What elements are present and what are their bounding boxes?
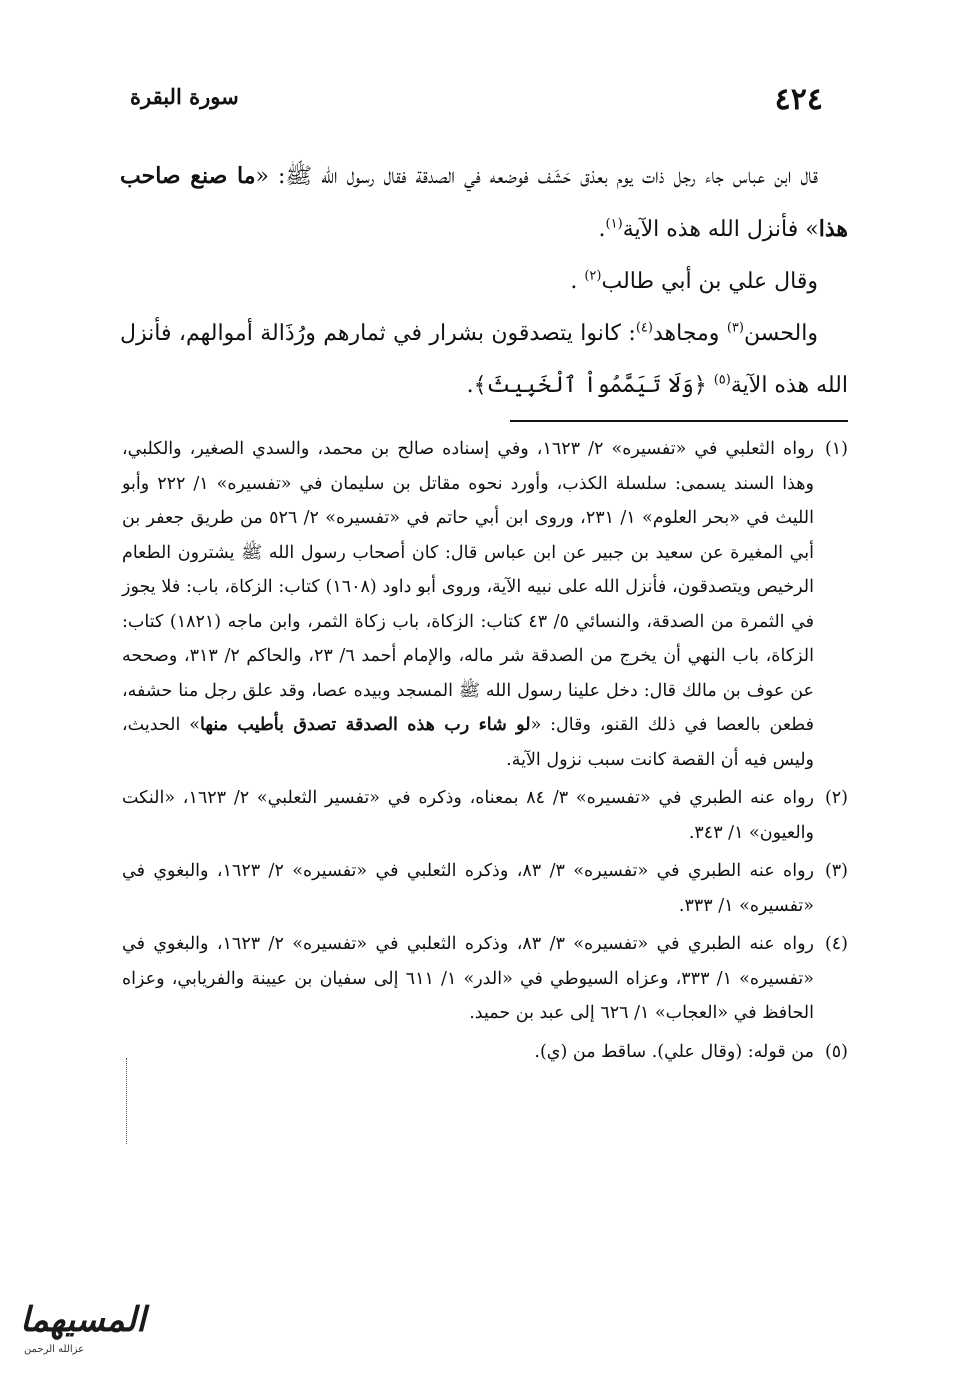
- page-number: ٤٢٤: [774, 82, 823, 117]
- footnote-ref-2: (٢): [584, 268, 602, 284]
- footnote-number: (٢): [824, 788, 848, 808]
- footnote-quote: لو شاء رب هذه الصدقة تصدق بأطيب منها: [199, 715, 531, 735]
- paragraph-2-end: .: [570, 269, 585, 294]
- footnote-divider: [510, 420, 848, 422]
- paragraph-3-text-b: ومجاهد: [652, 321, 727, 346]
- watermark-logo-subtext: عزالله الرحمن: [24, 1344, 85, 1355]
- footnote-text-end: » الحديث، وليس فيه أن القصة كانت سبب نزول الآية.: [122, 715, 814, 770]
- library-watermark-logo: [14, 1300, 144, 1362]
- footnote-number: (١): [824, 439, 848, 459]
- paragraph-1-text: قال ابن عباس جاء رجل ذات يوم بعذق حَشَف فوضعه في الصدقة فقال رسول الله ﷺ: «: [255, 164, 818, 189]
- main-body-text: [120, 150, 848, 412]
- margin-mark: [126, 1058, 129, 1144]
- footnote-text: رواه عنه الطبري في «تفسيره» ٣/ ٨٤ بمعناه، وذكره في «تفسير الثعلبي» ٢/ ١٦٢٣، «النكت والعيون» ١/ ٣٤٣.: [122, 788, 814, 843]
- footnote-ref-5: (٥): [713, 372, 731, 388]
- quran-verse: ﴿وَلَا تَيَمَّمُواْ ٱلْخَبِيثَ﴾.: [466, 373, 714, 398]
- page-header: [130, 78, 845, 118]
- quoted-hadith: ما صنع صاحب هذا: [120, 163, 848, 242]
- footnote-2: [122, 781, 848, 850]
- paragraph-3-text-a: والحسن: [743, 321, 818, 346]
- running-title: سورة البقرة: [130, 84, 239, 109]
- footnote-number: (٣): [824, 861, 848, 881]
- paragraph-1-end: » فأنزل الله هذه الآية: [622, 217, 819, 242]
- footnote-number: (٥): [824, 1041, 848, 1062]
- paragraph-3-text-c: : كانوا يتصدقون بشرار في ثمارهم ورُذَالة أموالهم، فأنزل الله هذه الآية: [120, 321, 848, 398]
- footnote-4: [122, 927, 848, 1031]
- footnotes: [122, 432, 848, 1073]
- footnote-text: من قوله: (وقال علي). ساقط من (ي).: [534, 1041, 814, 1062]
- footnote-number: (٤): [824, 934, 848, 954]
- paragraph-3: [120, 308, 848, 412]
- footnote-text: رواه عنه الطبري في «تفسيره» ٣/ ٨٣، وذكره الثعلبي في «تفسيره» ٢/ ١٦٢٣، والبغوي في «تفسيره» ١/ ٣٣٣.: [122, 861, 814, 916]
- watermark-logo-text: المسيهما: [20, 1300, 146, 1340]
- paragraph-2-text: وقال علي بن أبي طالب: [601, 269, 818, 294]
- footnote-text: رواه الثعلبي في «تفسيره» ٢/ ١٦٢٣، وفي إسناده صالح بن محمد، والسدي الصغير، والكلبي، وهذا السند يسمى: سلسلة الكذب، وأورد نحوه مقاتل بن سليمان في «تفسيره» ١/ ٢٢٢ وأبو الليث في «بحر العلوم» ١/ ٢٣١، وروى ابن أبي حاتم في «تفسيره» ٢/ ٥٢٦ من طريق جعفر بن أبي المغيرة عن سعيد بن جبير عن ابن عباس قال: كان أصحاب رسول الله ﷺ يشترون الطعام الرخيص ويتصدقون، فأنزل الله على نبيه الآية، وروى أبو داود (١٦٠٨) كتاب: الزكاة، باب: فلا يجوز في الثمرة من الصدقة، والنسائي ٥/ ٤٣ كتاب: الزكاة، باب زكاة الثمر، وابن ماجه (١٨٢١) كتاب: الزكاة، باب النهي أن يخرج من الصدقة شر ماله، والإمام أحمد ٦/ ٢٣، والحاكم ٢/ ٣١٣، وصححه عن عوف بن مالك قال: دخل علينا رسول الله ﷺ المسجد وبيده عصا، وقد علق رجل منا حشفه، فطعن بالعصا في ذلك القنو، وقال: «: [122, 439, 815, 735]
- paragraph-1: قال ابن عباس جاء رجل ذات يوم بعذق حَشَف فوضعه في الصدقة فقال رسول الله ﷺ: «ما صنع صاحب هذا» فأنزل الله هذه الآية$^{(١)}$.: [120, 163, 848, 242]
- footnote-3: [122, 854, 848, 923]
- footnote-5: [122, 1035, 848, 1070]
- paragraph-2: [120, 256, 848, 308]
- footnote-ref-4: (٤): [635, 320, 653, 336]
- footnote-ref-3: (٣): [726, 320, 744, 336]
- footnote-1: [122, 432, 848, 777]
- footnote-ref-1: (١): [605, 216, 623, 232]
- footnote-text: رواه عنه الطبري في «تفسيره» ٣/ ٨٣، وذكره الثعلبي في «تفسيره» ٢/ ١٦٢٣، والبغوي في «تفسيره» ١/ ٣٣٣، وعزاه السيوطي في «الدر» ١/ ٦١١ إلى سفيان بن عيينة والفريابي، وعزاه الحافظ في «العجاب» ١/ ٦٢٦ إلى عبد بن حميد.: [122, 934, 814, 1023]
